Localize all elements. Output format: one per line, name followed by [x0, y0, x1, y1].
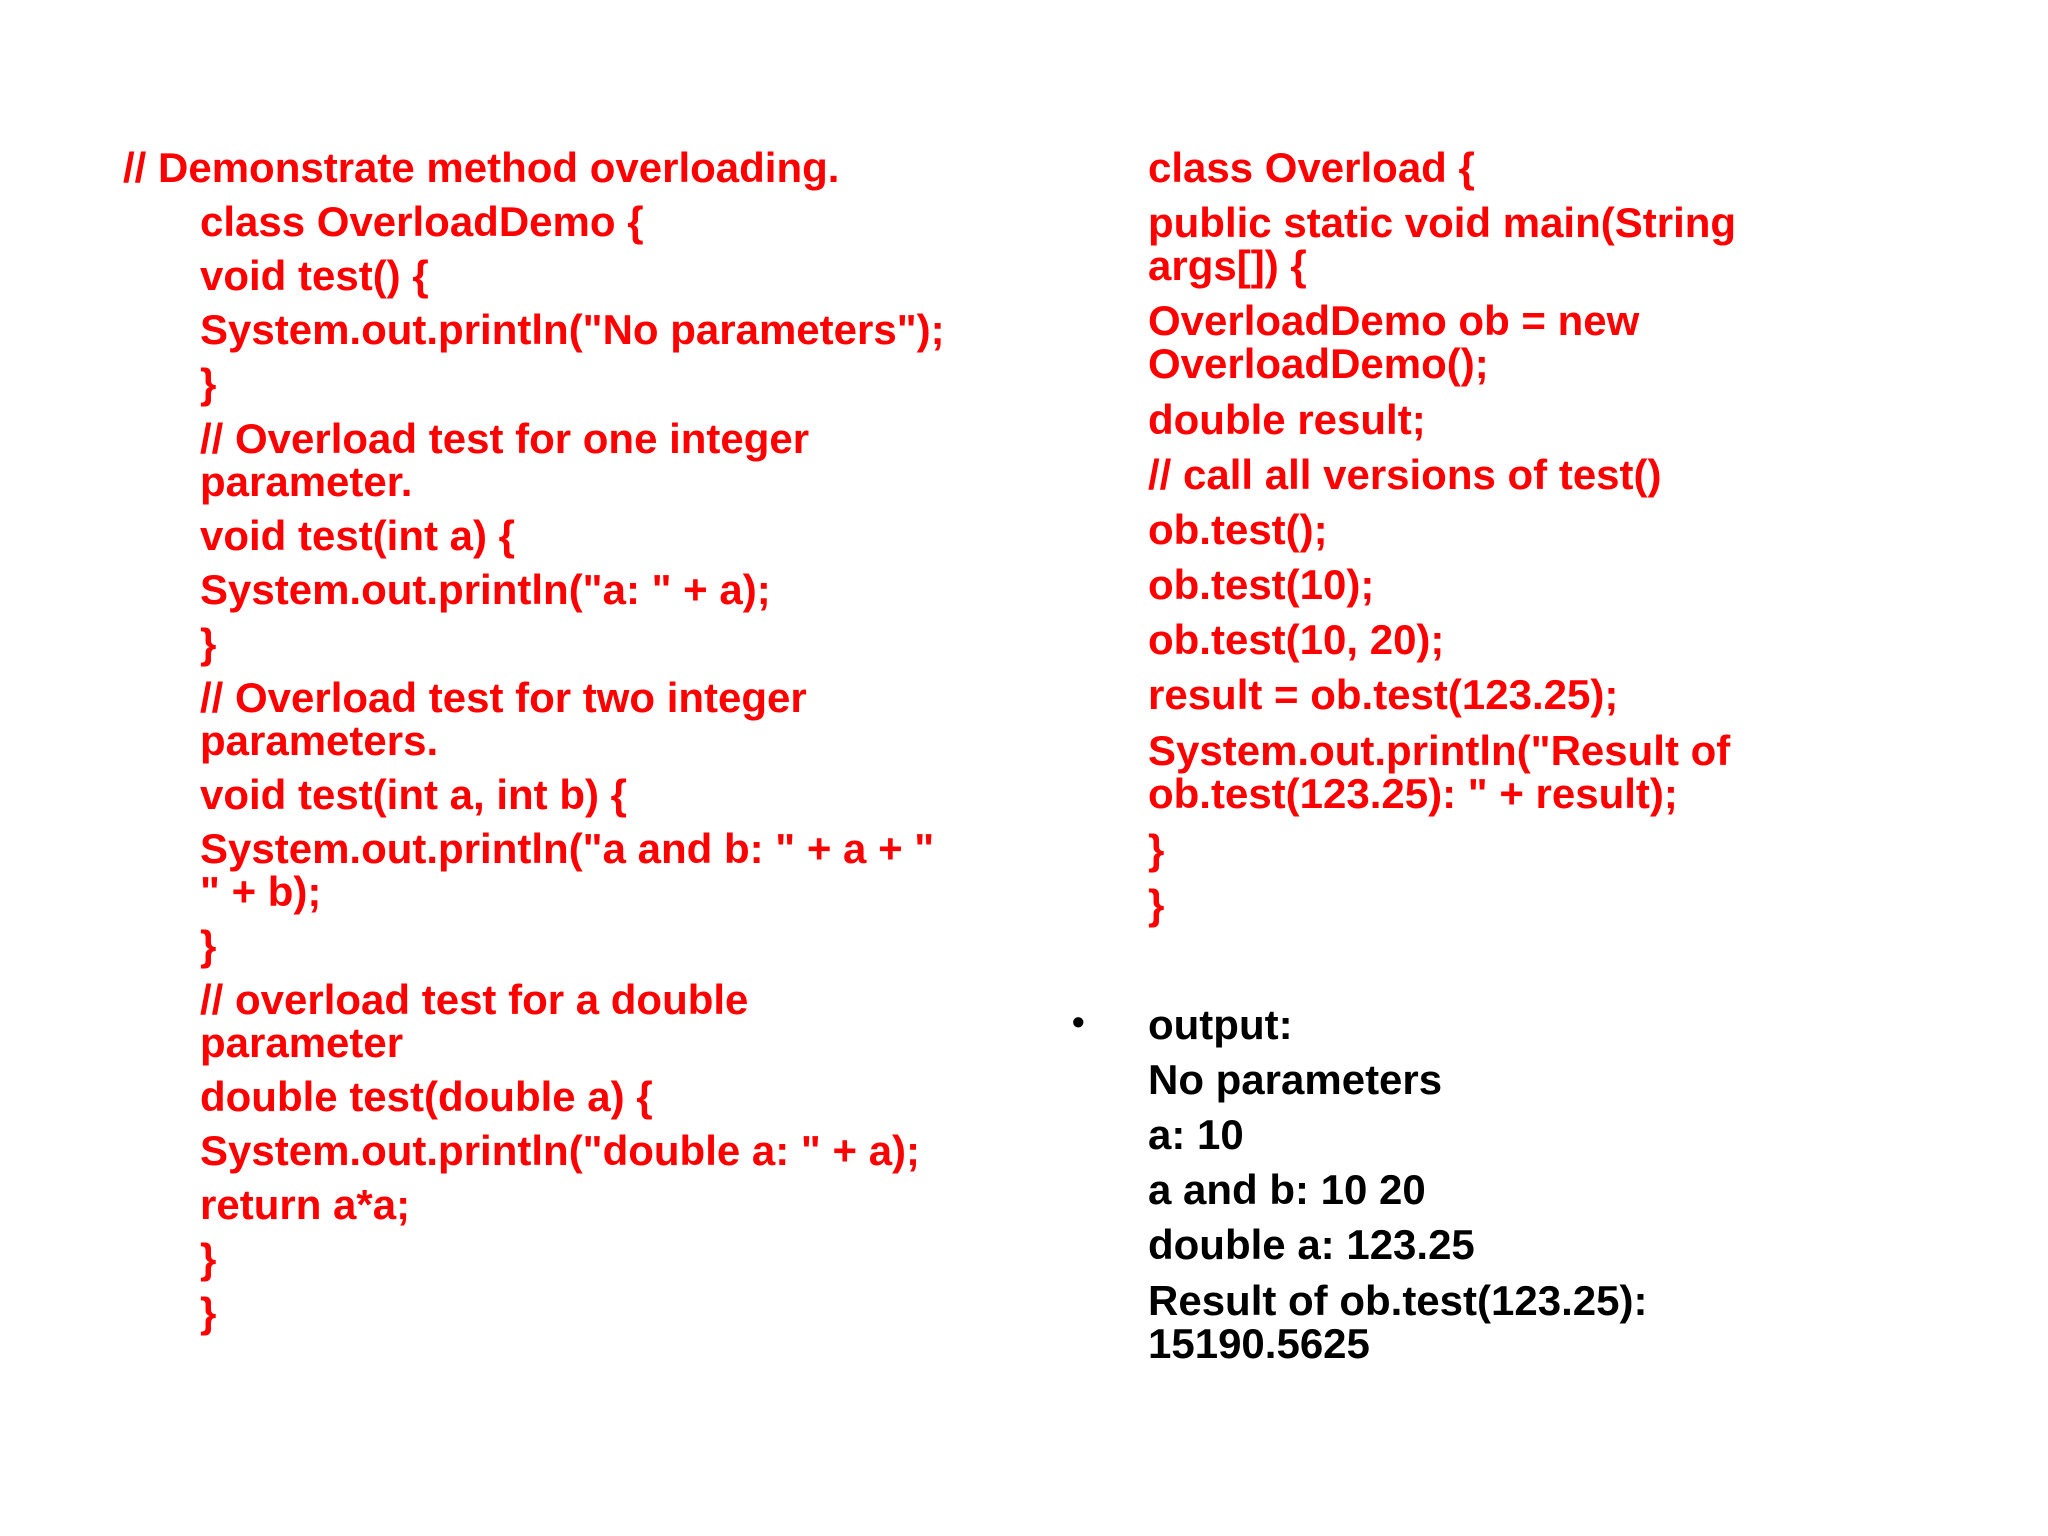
- code-line: public static void main(String: [1148, 199, 1737, 246]
- output-label: output:: [1148, 1001, 1293, 1048]
- code-line: class Overload {: [1148, 144, 1475, 191]
- code-line: OverloadDemo();: [1148, 340, 1489, 387]
- code-line: ob.test(10);: [1148, 561, 1375, 608]
- code-line: ob.test();: [1148, 506, 1328, 553]
- code-line: class OverloadDemo {: [200, 198, 644, 245]
- code-line: System.out.println("No parameters");: [200, 306, 945, 353]
- output-line: Result of ob.test(123.25):: [1148, 1277, 1648, 1324]
- code-line: parameters.: [200, 717, 439, 764]
- code-line: parameter: [200, 1019, 404, 1066]
- code-line: double test(double a) {: [200, 1073, 653, 1120]
- code-line: }: [200, 1235, 217, 1282]
- code-line: " + b);: [200, 868, 322, 915]
- output-line: 15190.5625: [1148, 1320, 1370, 1367]
- code-line: System.out.println("double a: " + a);: [200, 1127, 921, 1174]
- code-line: double result;: [1148, 396, 1426, 443]
- code-line: return a*a;: [200, 1181, 411, 1228]
- code-line: // Demonstrate method overloading.: [123, 144, 840, 191]
- code-line: }: [200, 620, 217, 667]
- code-line: void test(int a, int b) {: [200, 771, 627, 818]
- code-line: // overload test for a double: [200, 976, 749, 1023]
- code-line: }: [200, 360, 217, 407]
- code-line: args[]) {: [1148, 242, 1307, 289]
- output-line: a and b: 10 20: [1148, 1166, 1426, 1213]
- code-line: ob.test(123.25): " + result);: [1148, 770, 1678, 817]
- output-line: No parameters: [1148, 1056, 1443, 1103]
- code-line: System.out.println("a and b: " + a + ": [200, 825, 935, 872]
- code-line: void test(int a) {: [200, 512, 516, 559]
- code-line: // call all versions of test(): [1148, 451, 1662, 498]
- code-line: // Overload test for two integer: [200, 674, 807, 721]
- code-line: // Overload test for one integer: [200, 415, 810, 462]
- output-line: double a: 123.25: [1148, 1221, 1475, 1268]
- code-line: OverloadDemo ob = new: [1148, 297, 1640, 344]
- code-line: }: [1148, 881, 1165, 928]
- bullet-icon: •: [1072, 1001, 1085, 1042]
- code-line: parameter.: [200, 458, 413, 505]
- code-line: }: [1148, 826, 1165, 873]
- code-line: }: [200, 922, 217, 969]
- output-line: a: 10: [1148, 1111, 1244, 1158]
- code-line: result = ob.test(123.25);: [1148, 671, 1619, 718]
- code-line: System.out.println("Result of: [1148, 727, 1731, 774]
- code-line: }: [200, 1289, 217, 1336]
- code-line: ob.test(10, 20);: [1148, 616, 1445, 663]
- code-line: System.out.println("a: " + a);: [200, 566, 771, 613]
- code-line: void test() {: [200, 252, 429, 299]
